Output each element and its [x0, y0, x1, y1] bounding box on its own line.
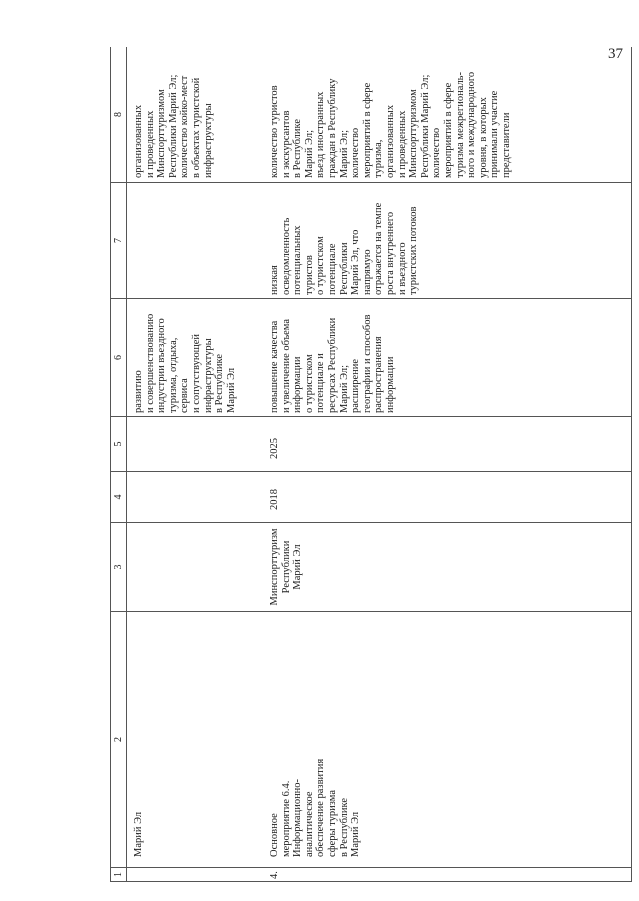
header-3: 3 [111, 523, 127, 611]
column-5 [111, 417, 631, 472]
row4-number: 4. [269, 871, 280, 879]
header-5: 5 [111, 417, 127, 471]
row4-start-year: 2018 [269, 489, 280, 510]
cont-col2: Марий Эл [133, 811, 144, 857]
cont-col8: организованных и проведенных Минспорттуризмом Республики Марий Эл; количество койко-мест в объектах туристской инфраструктуры [133, 74, 214, 178]
header-2: 2 [111, 612, 127, 867]
column-3 [111, 523, 631, 612]
row4-consequences: низкая осведомленность потенциальных туристов о туристском потенциале Республики Марий Эл, что напрямую отражается на темпе роста внутреннего и въездного туристских потоков [269, 202, 420, 295]
header-1: 1 [111, 868, 127, 881]
header-8: 8 [111, 47, 127, 182]
column-8 [111, 47, 631, 183]
column-2 [111, 612, 631, 868]
row4-measure-name: Основное мероприятие 6.4. Информационно- аналитическое обеспечение развития сферы туризма в Республике Марий Эл [269, 758, 362, 857]
row4-expected-result: повышение качества и увеличение объема информации о туристском потенциале и ресурсах Республики Марий Эл; расширение географии и способов распространения информации [269, 314, 396, 413]
cont-col6: развитию и совершенствованию индустрии въездного туризма, отдыха, сервиса и сопутствующей инфраструктуры в Республике Марий Эл [133, 313, 237, 413]
row4-indicators: количество туристов и экскурсантов в Республике Марий Эл; въезд иностранных граждан в Республику Марий Эл; количество мероприятий в сфере туризма, организованных и проведенных Минспорттуризмом Республики Марий Эл; количество мероприятий в сфере туризма межрегиональ- ного и международного уровня, в которых принимали участие представители [269, 71, 512, 178]
header-6: 6 [111, 299, 127, 416]
column-6 [111, 299, 631, 417]
row4-executor: Минспорттуризм Республики Марий Эл [269, 528, 304, 606]
header-7: 7 [111, 183, 127, 298]
row4-end-year: 2025 [269, 438, 280, 459]
column-7 [111, 183, 631, 299]
column-1 [111, 868, 631, 882]
page-number: 37 [608, 46, 623, 62]
header-4: 4 [111, 472, 127, 522]
program-table [110, 47, 632, 882]
column-4 [111, 472, 631, 523]
